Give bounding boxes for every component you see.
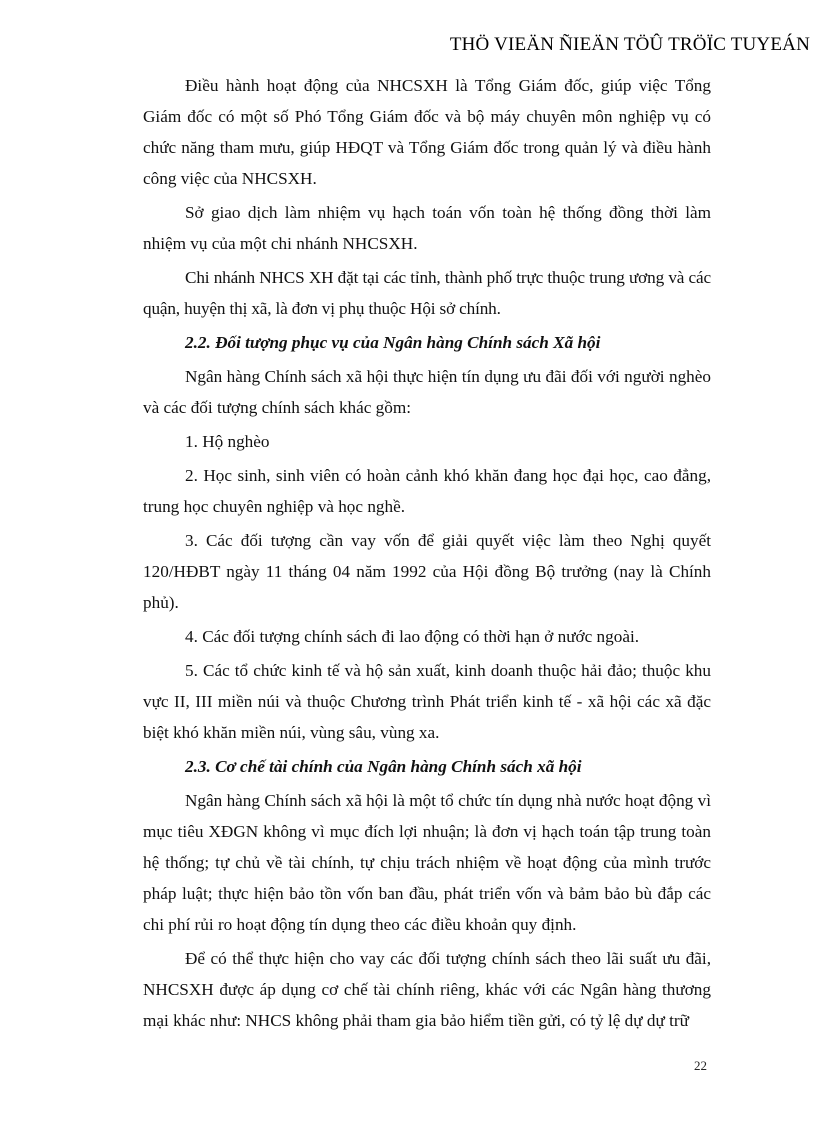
list-item: 4. Các đối tượng chính sách đi lao động có thời hạn ở nước ngoài. [185, 627, 640, 646]
section-heading: 2.2. Đối tượng phục vụ của Ngân hàng Chính sách Xã hội [185, 333, 601, 352]
paragraph: Chi nhánh NHCS XH đặt tại các tỉnh, thành phố trực thuộc trung ương và các quận, huyện thị xã, là đơn vị phụ thuộc Hội sở chính. [143, 268, 711, 318]
list-item: 3. Các đối tượng cần vay vốn để giải quyết việc làm theo Nghị quyết 120/HĐBT ngày 11 tháng 04 năm 1992 của Hội đồng Bộ trưởng (nay là Chính phủ). [143, 531, 711, 612]
list-item: 2. Học sinh, sinh viên có hoàn cảnh khó khăn đang học đại học, cao đẳng, trung học chuyên nghiệp và học nghề. [143, 466, 711, 516]
document-body [143, 70, 711, 1039]
list-item: 1. Hộ nghèo [185, 432, 270, 451]
paragraph: Sở giao dịch làm nhiệm vụ hạch toán vốn toàn hệ thống đồng thời làm nhiệm vụ của một chi nhánh NHCSXH. [143, 203, 711, 253]
paragraph: Để có thể thực hiện cho vay các đối tượng chính sách theo lãi suất ưu đãi, NHCSXH được áp dụng cơ chế tài chính riêng, khác với các Ngân hàng thương mại khác như: NHCS không phải tham gia bảo hiểm tiền gửi, có tỷ lệ dự dự trữ [143, 949, 711, 1030]
paragraph: Ngân hàng Chính sách xã hội thực hiện tín dụng ưu đãi đối với người nghèo và các đối tượng chính sách khác gồm: [143, 367, 711, 417]
page-header: THÖ VIEÄN ÑIEÄN TÖÛ TRÖÏC TUYEÁN [449, 34, 810, 55]
section-heading: 2.3. Cơ chế tài chính của Ngân hàng Chính sách xã hội [185, 757, 582, 776]
paragraph: Ngân hàng Chính sách xã hội là một tổ chức tín dụng nhà nước hoạt động vì mục tiêu XĐGN không vì mục đích lợi nhuận; là đơn vị hạch toán tập trung toàn hệ thống; tự chủ về tài chính, tự chịu trách nhiệm về hoạt động của mình trước pháp luật; thực hiện bảo tồn vốn ban đầu, phát triển vốn và bảm bảo bù đắp các chi phí rủi ro hoạt động tín dụng theo các điều khoản quy định. [143, 791, 711, 934]
list-item: 5. Các tổ chức kinh tế và hộ sản xuất, kinh doanh thuộc hải đảo; thuộc khu vực II, III miền núi và thuộc Chương trình Phát triển kinh tế - xã hội các xã đặc biệt khó khăn miền núi, vùng sâu, vùng xa. [143, 661, 711, 742]
page-number: 22 [694, 1058, 707, 1073]
paragraph: Điều hành hoạt động của NHCSXH là Tổng Giám đốc, giúp việc Tổng Giám đốc có một số Phó Tổng Giám đốc và bộ máy chuyên môn nghiệp vụ có chức năng tham mưu, giúp HĐQT và Tổng Giám đốc trong quản lý và điều hành công việc của NHCSXH. [143, 76, 711, 188]
